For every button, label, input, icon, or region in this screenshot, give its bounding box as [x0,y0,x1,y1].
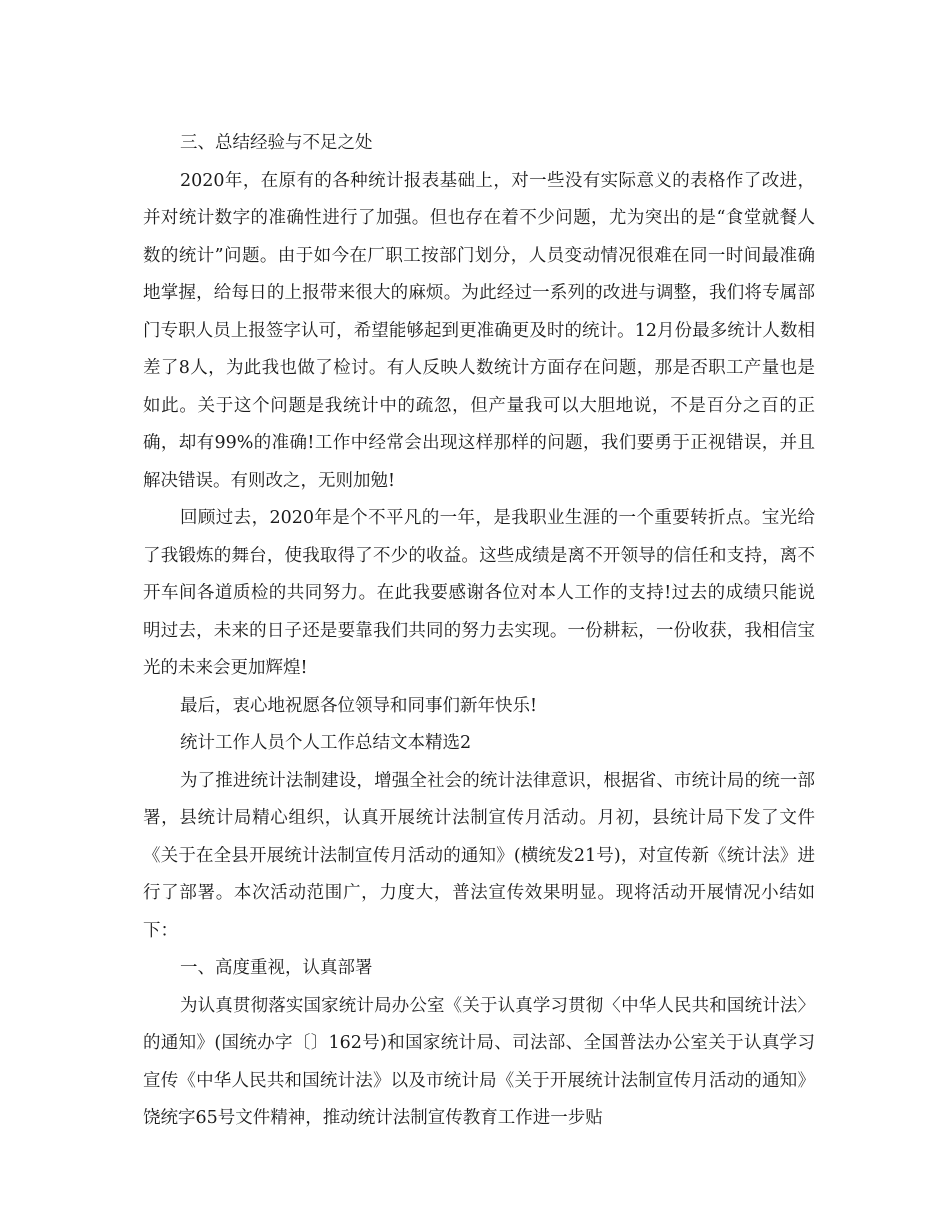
document-body [143,125,815,1138]
section-heading-summary: 三、总结经验与不足之处 [180,133,373,153]
section-heading-deployment: 一、高度重视，认真部署 [180,958,373,978]
paragraph-statistics-improvement: 2020年，在原有的各种统计报表基础上，对一些没有实际意义的表格作了改进，并对统计数字的准确性进行了加强。但也存在着不少问题，尤为突出的是“食堂就餐人数的统计”问题。由于如今在厂职工按部门划分，人员变动情况很难在同一时间最准确地掌握，给每日的上报带来很大的麻烦。为此经过一系列的改进与调整，我们将专属部门专职人员上报签字认可，希望能够起到更准确更及时的统计。12月份最多统计人数相差了8人，为此我也做了检讨。有人反映人数统计方面存在问题，那是否职工产量也是如此。关于这个问题是我统计中的疏忽，但产量我可以大胆地说，不是百分之百的正确，却有99%的准确!工作中经常会出现这样那样的问题，我们要勇于正视错误，并且解决错误。有则改之，无则加勉! [143,170,815,491]
paragraph-legal-promotion-intro: 为了推进统计法制建设，增强全社会的统计法律意识，根据省、市统计局的统一部署，县统计局精心组织，认真开展统计法制宣传月活动。月初，县统计局下发了文件《关于在全县开展统计法制宣传月活动的通知》(横统发21号)，对宣传新《统计法》进行了部署。本次活动范围广，力度大，普法宣传效果明显。现将活动开展情况小结如下： [143,770,815,941]
paragraph-implementation: 为认真贯彻落实国家统计局办公室《关于认真学习贯彻〈中华人民共和国统计法〉的通知》(国统办字〔〕162号)和国家统计局、司法部、全国普法办公室关于认真学习宣传《中华人民共和国统计法》以及市统计局《关于开展统计法制宣传月活动的通知》饶统字65号文件精神，推动统计法制宣传教育工作进一步贴 [143,995,815,1128]
article-title-2: 统计工作人员个人工作总结文本精选2 [180,733,472,753]
paragraph-new-year-wishes: 最后，衷心地祝愿各位领导和同事们新年快乐! [180,695,538,716]
paragraph-review: 回顾过去，2020年是个不平凡的一年，是我职业生涯的一个重要转折点。宝光给了我锻炼的舞台，使我取得了不少的收益。这些成绩是离不开领导的信任和支持，离不开车间各道质检的共同努力。在此我要感谢各位对本人工作的支持!过去的成绩只能说明过去，未来的日子还是要靠我们共同的努力去实现。一份耕耘，一份收获，我相信宝光的未来会更加辉煌! [143,508,815,678]
